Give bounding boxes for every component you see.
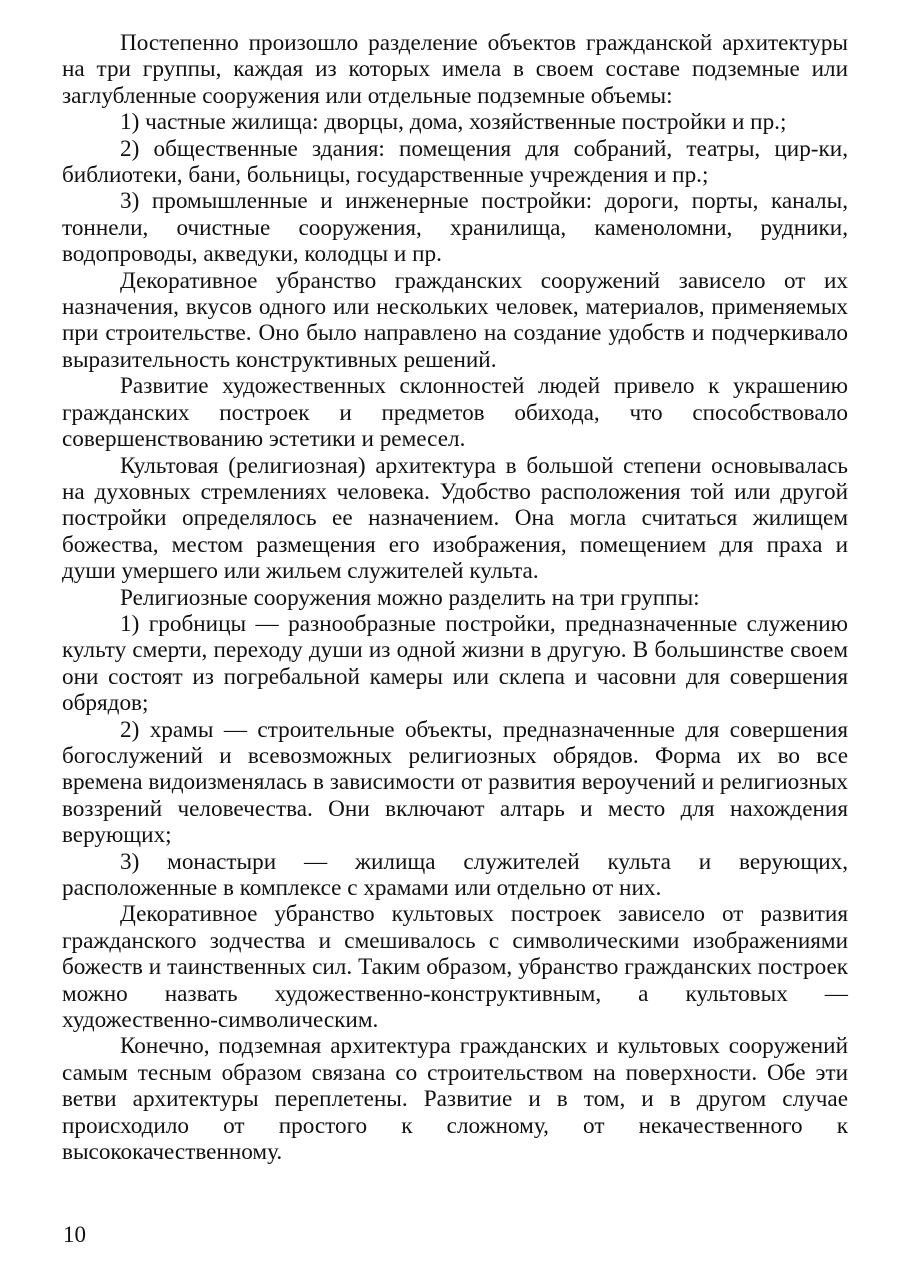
paragraph-artistic-development: Развитие художественных склонностей людей привело к украшению гражданских построек и предметов обихода, что способствовало совершенствованию эстетики и ремесел.: [62, 373, 848, 453]
paragraph-tombs: 1) гробницы — разнообразные постройки, предназначенные служению культу смерти, переходу души из одной жизни в другую. В большинстве своем они состоят из погребальной камеры или склепа и часовни для совершения обрядов;: [62, 610, 848, 717]
paragraph-religious-groups-intro: Религиозные сооружения можно разделить на три группы:: [120, 584, 700, 611]
paragraph-public-buildings: 2) общественные здания: помещения для собраний, театры, цир-ки, библиотеки, бани, больницы, государственные учреждения и пр.;: [62, 135, 848, 189]
paragraph-monasteries: 3) монастыри — жилища служителей культа и верующих, расположенные в комплексе с храмами или отдельно от них.: [62, 848, 848, 901]
paragraph-private-dwellings: 1) частные жилища: дворцы, дома, хозяйственные постройки и пр.;: [120, 109, 787, 136]
paragraph-industrial-buildings: 3) промышленные и инженерные постройки: дороги, порты, каналы, тоннели, очистные сооружения, хранилища, каменоломни, рудники, водопроводы, акведуки, колодцы и пр.: [62, 188, 848, 268]
text-block: [62, 30, 848, 1165]
paragraph-temples: 2) храмы — строительные объекты, предназначенные для совершения богослужений и всевозможных религиозных обрядов. Форма их во все времена видоизменялась в зависимости от развития вероучений и религиозных воззрений человечества. Они включают алтарь и место для нахождения верующих;: [62, 716, 848, 849]
paragraph-civil-decoration: Декоративное убранство гражданских сооружений зависело от их назначения, вкусов одного или нескольких человек, материалов, применяемых при строительстве. Оно было направлено на создание удобств и подчеркивало выразительность конструктивных решений.: [62, 267, 848, 373]
paragraph-religious-decoration: Декоративное убранство культовых построек зависело от развития гражданского зодчества и смешивалось с символическими изображениями божеств и таинственных сил. Таким образом, убранство гражданских построек можно назвать художественно-конструктивным, а культовых — художественно-символическим.: [62, 901, 848, 1034]
paragraph-civil-groups-intro: Постепенно произошло разделение объектов гражданской архитектуры на три группы, каждая из которых имела в своем составе подземные или заглубленные сооружения или отдельные подземные объемы:: [62, 30, 848, 109]
paragraph-conclusion: Конечно, подземная архитектура гражданских и культовых сооружений самым тесным образом связана со строительством на поверхности. Обе эти ветви архитектуры переплетены. Развитие и в том, и в другом случае происходило от простого к сложному, от некачественного к высококачественному.: [62, 1033, 848, 1166]
page-number: 10: [63, 1222, 86, 1247]
paragraph-religious-architecture: Культовая (религиозная) архитектура в большой степени основывалась на духовных стремлениях человека. Удобство расположения той или другой постройки определялось ее назначением. Она могла считаться жилищем божества, местом размещения его изображения, помещением для праха и души умершего или жильем служителей культа.: [62, 452, 848, 585]
